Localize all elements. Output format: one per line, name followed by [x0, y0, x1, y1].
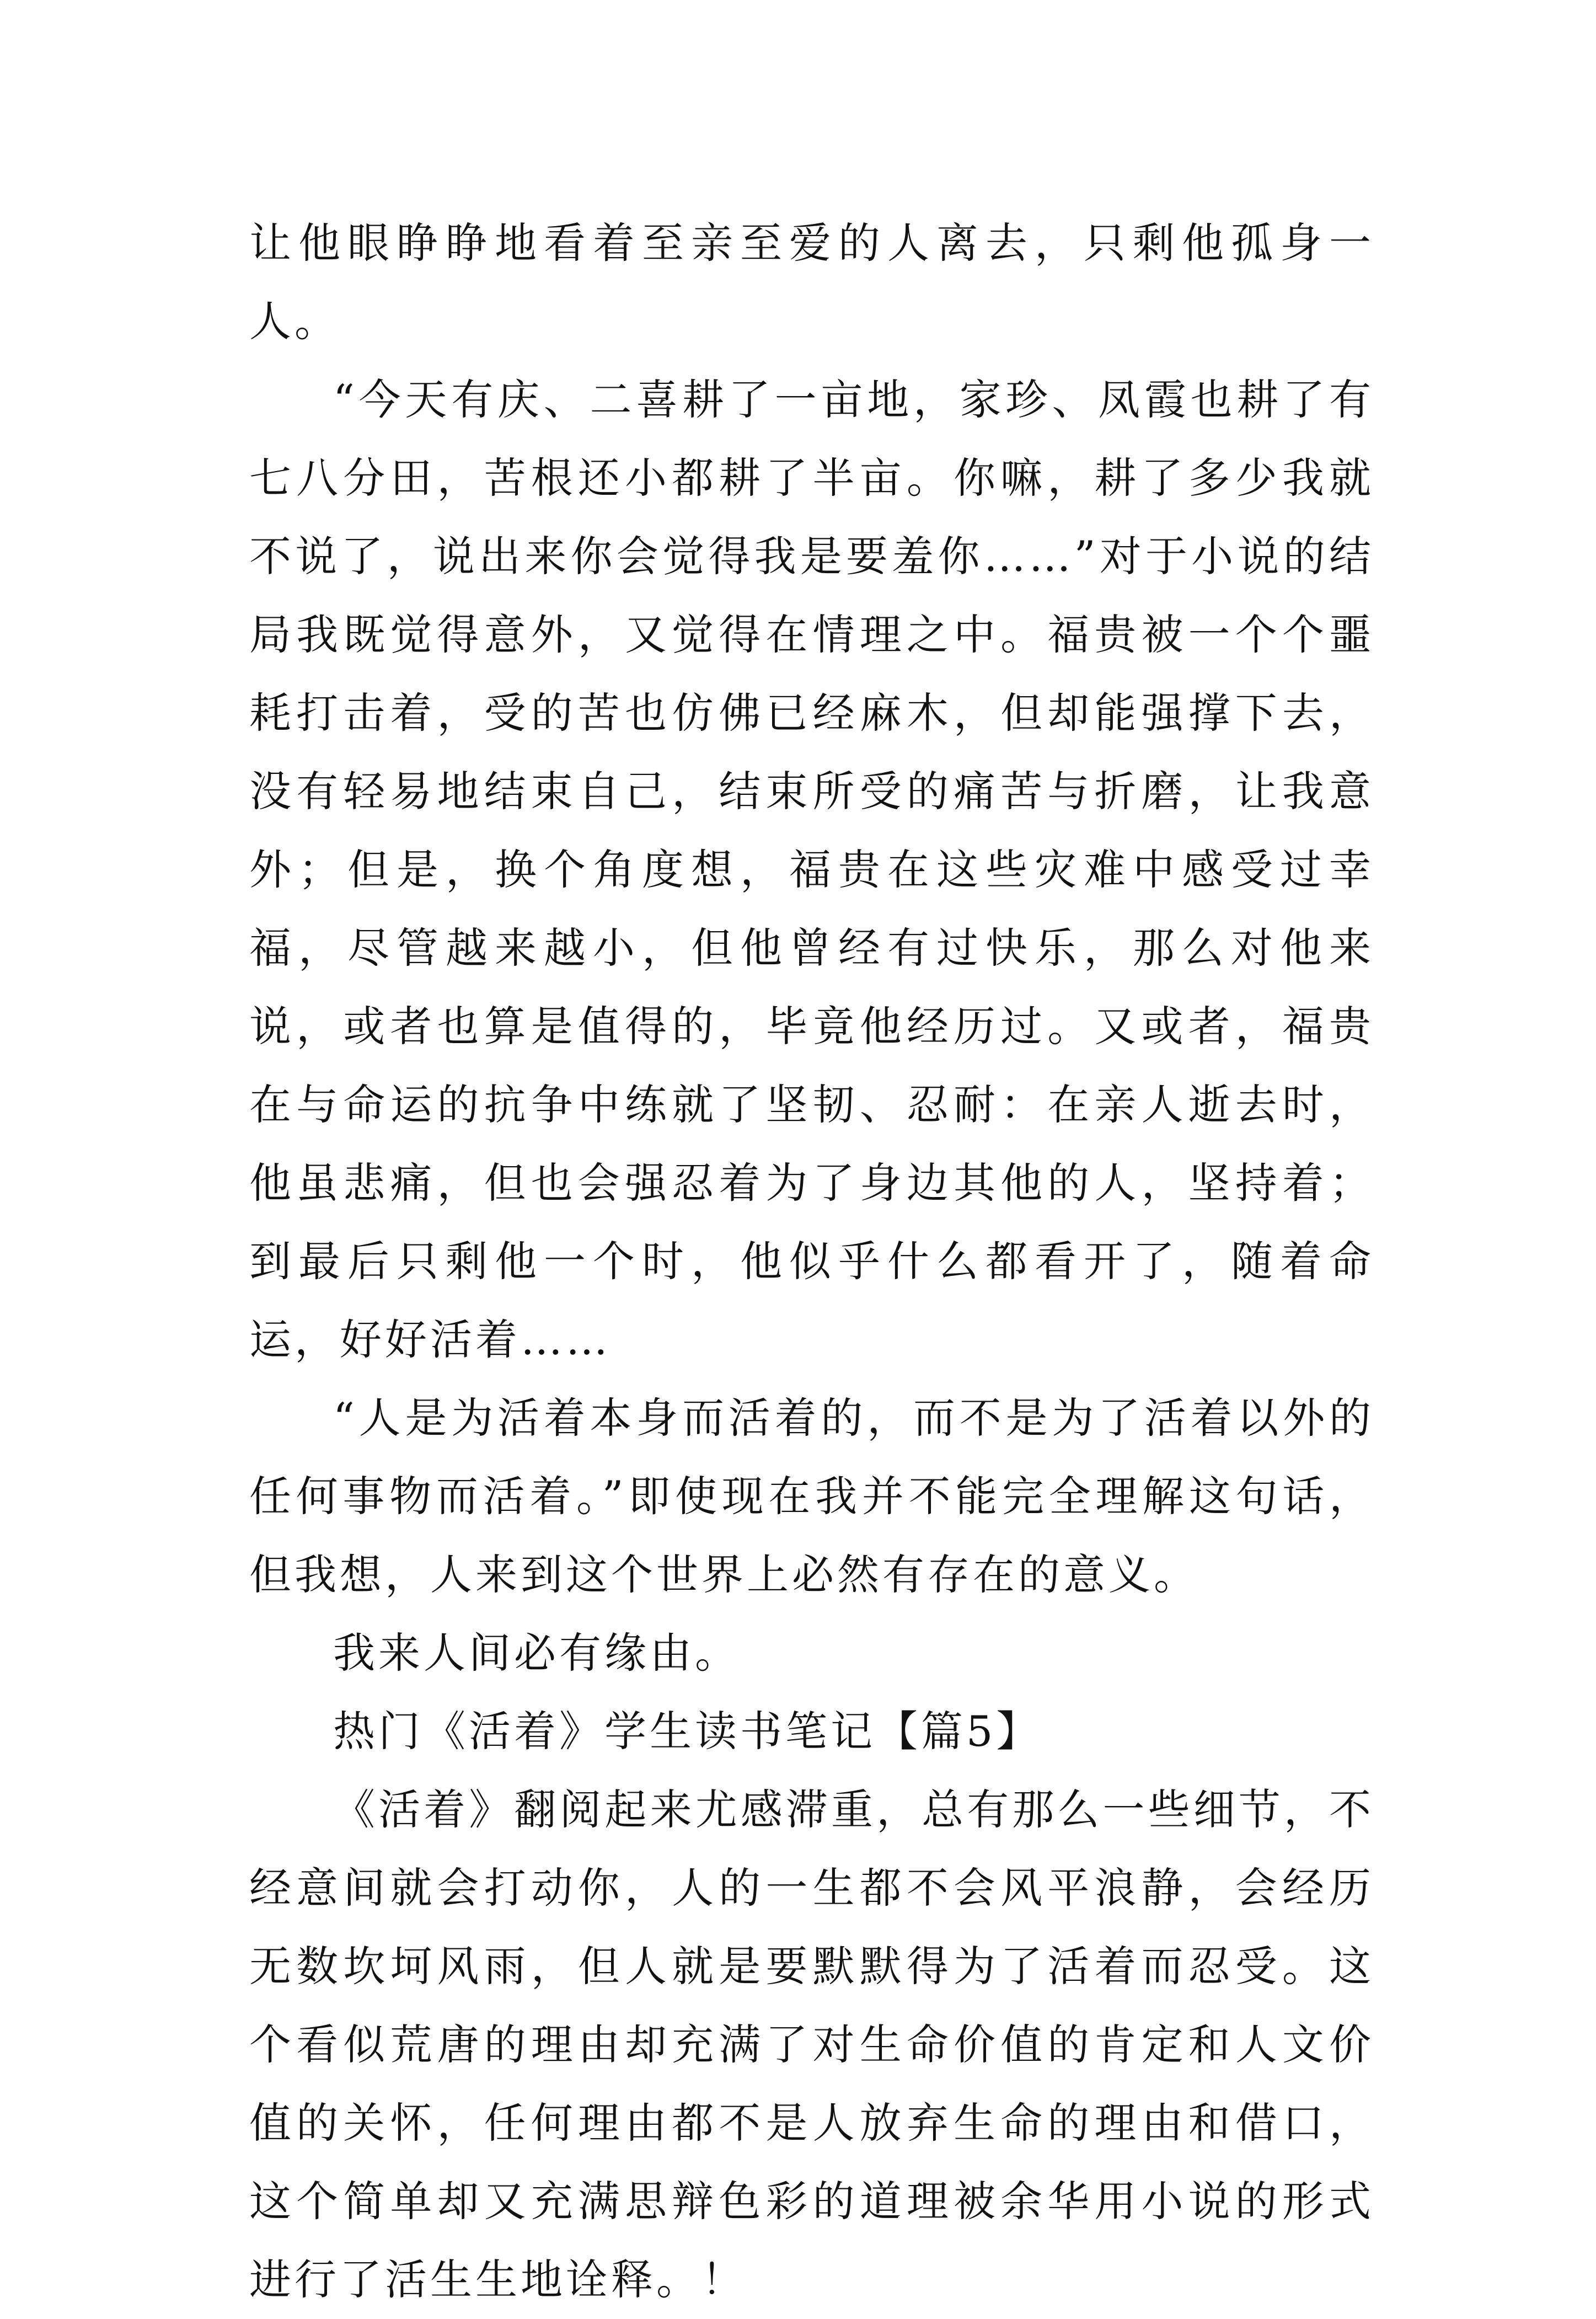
paragraph-quote-living: “人是为活着本身而活着的，而不是为了活着以外的任何事物而活着。”即使现在我并不能完全理解这句话，但我想，人来到这个世界上必然有存在的意义。	[249, 1393, 1374, 1599]
section-heading: 热门《活着》学生读书笔记【篇5】	[333, 1707, 1042, 1756]
paragraph-continuation: 让他眼睁睁地看着至亲至爱的人离去，只剩他孤身一人。	[249, 218, 1374, 346]
paragraph-reason: 我来人间必有缘由。	[333, 1628, 740, 1677]
paragraph-section-5: 《活着》翻阅起来尤感滞重，总有那么一些细节，不经意间就会打动你，人的一生都不会风平浪静，会经历无数坎坷风雨，但人就是要默默得为了活着而忍受。这个看似荒唐的理由却充满了对生命价值的肯定和人文价值的关怀，任何理由都不是人放弃生命的理由和借口，这个简单却又充满思辩色彩的道理被余华用小说的形式进行了活生生地诠释。！	[249, 1785, 1374, 2304]
paragraph-quote-farming: “今天有庆、二喜耕了一亩地，家珍、凤霞也耕了有七八分田，苦根还小都耕了半亩。你嘛，耕了多少我就不说了，说出来你会觉得我是要羞你……”对于小说的结局我既觉得意外，又觉得在情理之中。福贵被一个个噩耗打击着，受的苦也仿佛已经麻木，但却能强撑下去，没有轻易地结束自己，结束所受的痛苦与折磨，让我意外；但是，换个角度想，福贵在这些灾难中感受过幸福，尽管越来越小，但他曾经有过快乐，那么对他来说，或者也算是值得的，毕竟他经历过。又或者，福贵在与命运的抗争中练就了坚韧、忍耐：在亲人逝去时，他虽悲痛，但也会强忍着为了身边其他的人，坚持着；到最后只剩他一个时，他似乎什么都看开了，随着命运，好好活着……	[249, 375, 1374, 1364]
body-text	[249, 204, 1374, 2319]
